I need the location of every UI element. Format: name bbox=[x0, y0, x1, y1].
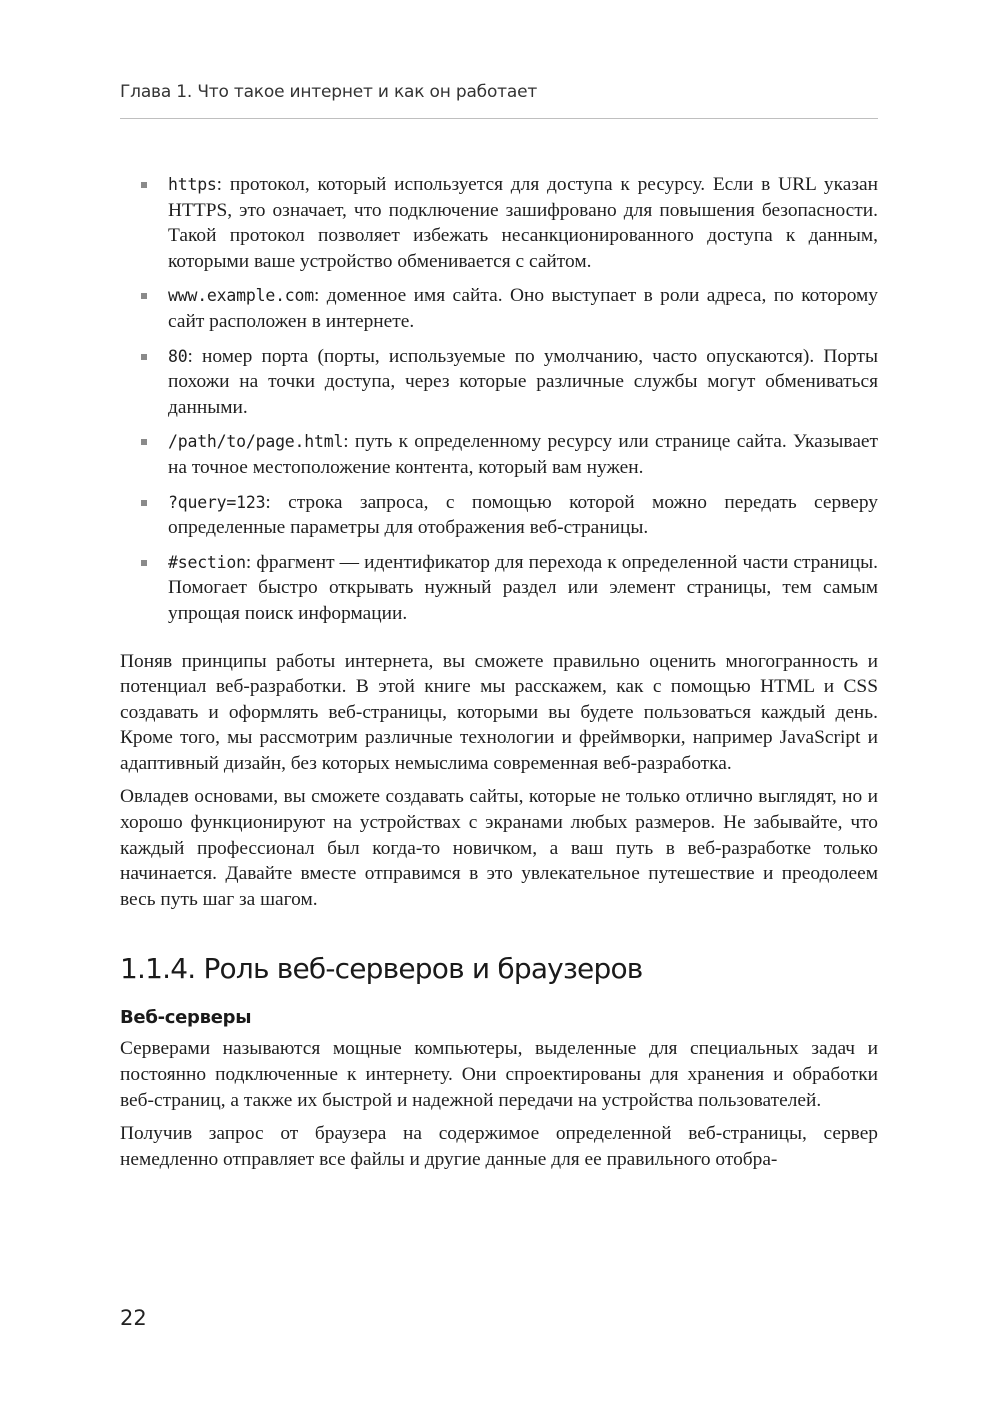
code-term: #section bbox=[168, 552, 246, 572]
header-divider bbox=[120, 118, 878, 119]
list-item-protocol bbox=[120, 172, 878, 274]
page-number: 22 bbox=[120, 1306, 147, 1330]
page-body bbox=[120, 172, 878, 1172]
code-term: www.example.com bbox=[168, 286, 315, 306]
url-parts-list bbox=[120, 172, 878, 627]
body-paragraph: Овладев основами, вы сможете создавать сайты, которые не только отлично выглядят, но и хорошо функционируют на устройствах с экранами любых размеров. Не забывайте, что каждый профессионал был когда-то новичком, а ваш путь в веб-разработке только начинается. Давайте вместе отправимся в это увлекательное путешествие и преодолеем весь путь шаг за шагом. bbox=[120, 786, 878, 910]
list-item-text: : строка запроса, с помощью которой можно передать серверу определенные параметры для отображения веб-страницы. bbox=[168, 491, 878, 539]
list-item-text: : протокол, который используется для доступа к ресурсу. Если в URL указан HTTPS, это означает, что подключение зашифровано для повышения безопасности. Такой протокол позволяет избежать несанкционированного доступа к данным, которыми ваше устройство обменивается с сайтом. bbox=[168, 174, 878, 272]
subsection-heading: Веб-серверы bbox=[120, 1007, 252, 1029]
list-item-text: : номер порта (порты, используемые по умолчанию, часто опускаются). Порты похожи на точки доступа, через которые различные службы могут обмениваться данными. bbox=[168, 345, 878, 418]
running-head: Глава 1. Что такое интернет и как он работает bbox=[120, 82, 538, 102]
list-item-port bbox=[120, 344, 878, 421]
code-term: /path/to/page.html bbox=[168, 432, 344, 452]
list-item-text: : фрагмент — идентификатор для перехода к определенной части страницы. Помогает быстро открывать нужный раздел или элемент страницы, тем самым упрощая поиск информации. bbox=[168, 551, 878, 624]
code-term: 80 bbox=[168, 346, 188, 366]
list-item-text: : доменное имя сайта. Оно выступает в роли адреса, по которому сайт расположен в интернете. bbox=[168, 285, 878, 332]
body-paragraph: Серверами называются мощные компьютеры, выделенные для специальных задач и постоянно подключенные к интернету. Они спроектированы для хранения и обработки веб-страниц, а также их быстрой и надежной передачи на устройства пользователей. bbox=[120, 1038, 878, 1111]
square-bullet-icon bbox=[141, 293, 147, 299]
square-bullet-icon bbox=[141, 182, 147, 188]
list-item-query bbox=[120, 490, 878, 541]
list-item-text: : путь к определенному ресурсу или странице сайта. Указывает на точное местоположение контента, который вам нужен. bbox=[168, 431, 878, 478]
code-term: ?query=123 bbox=[168, 492, 266, 512]
body-paragraph: Получив запрос от браузера на содержимое определенной веб-страницы, сервер немедленно отправляет все файлы и другие данные для ее правильного отобра- bbox=[120, 1123, 878, 1170]
list-item-domain bbox=[120, 283, 878, 334]
list-item-fragment bbox=[120, 550, 878, 627]
list-item-path bbox=[120, 429, 878, 480]
body-paragraph: Поняв принципы работы интернета, вы сможете правильно оценить многогранность и потенциал веб-разработки. В этой книге мы расскажем, как с помощью HTML и CSS создавать и оформлять веб-страницы, которыми вы будете пользоваться каждый день. Кроме того, мы рассмотрим различные технологии и фреймворки, например JavaScript и адаптивный дизайн, без которых немыслима современная веб-разработка. bbox=[120, 650, 878, 774]
square-bullet-icon bbox=[141, 500, 147, 506]
square-bullet-icon bbox=[141, 439, 147, 445]
square-bullet-icon bbox=[141, 560, 147, 566]
code-term: https bbox=[168, 175, 217, 194]
square-bullet-icon bbox=[141, 354, 147, 360]
section-heading: 1.1.4. Роль веб-серверов и браузеров bbox=[120, 952, 643, 986]
